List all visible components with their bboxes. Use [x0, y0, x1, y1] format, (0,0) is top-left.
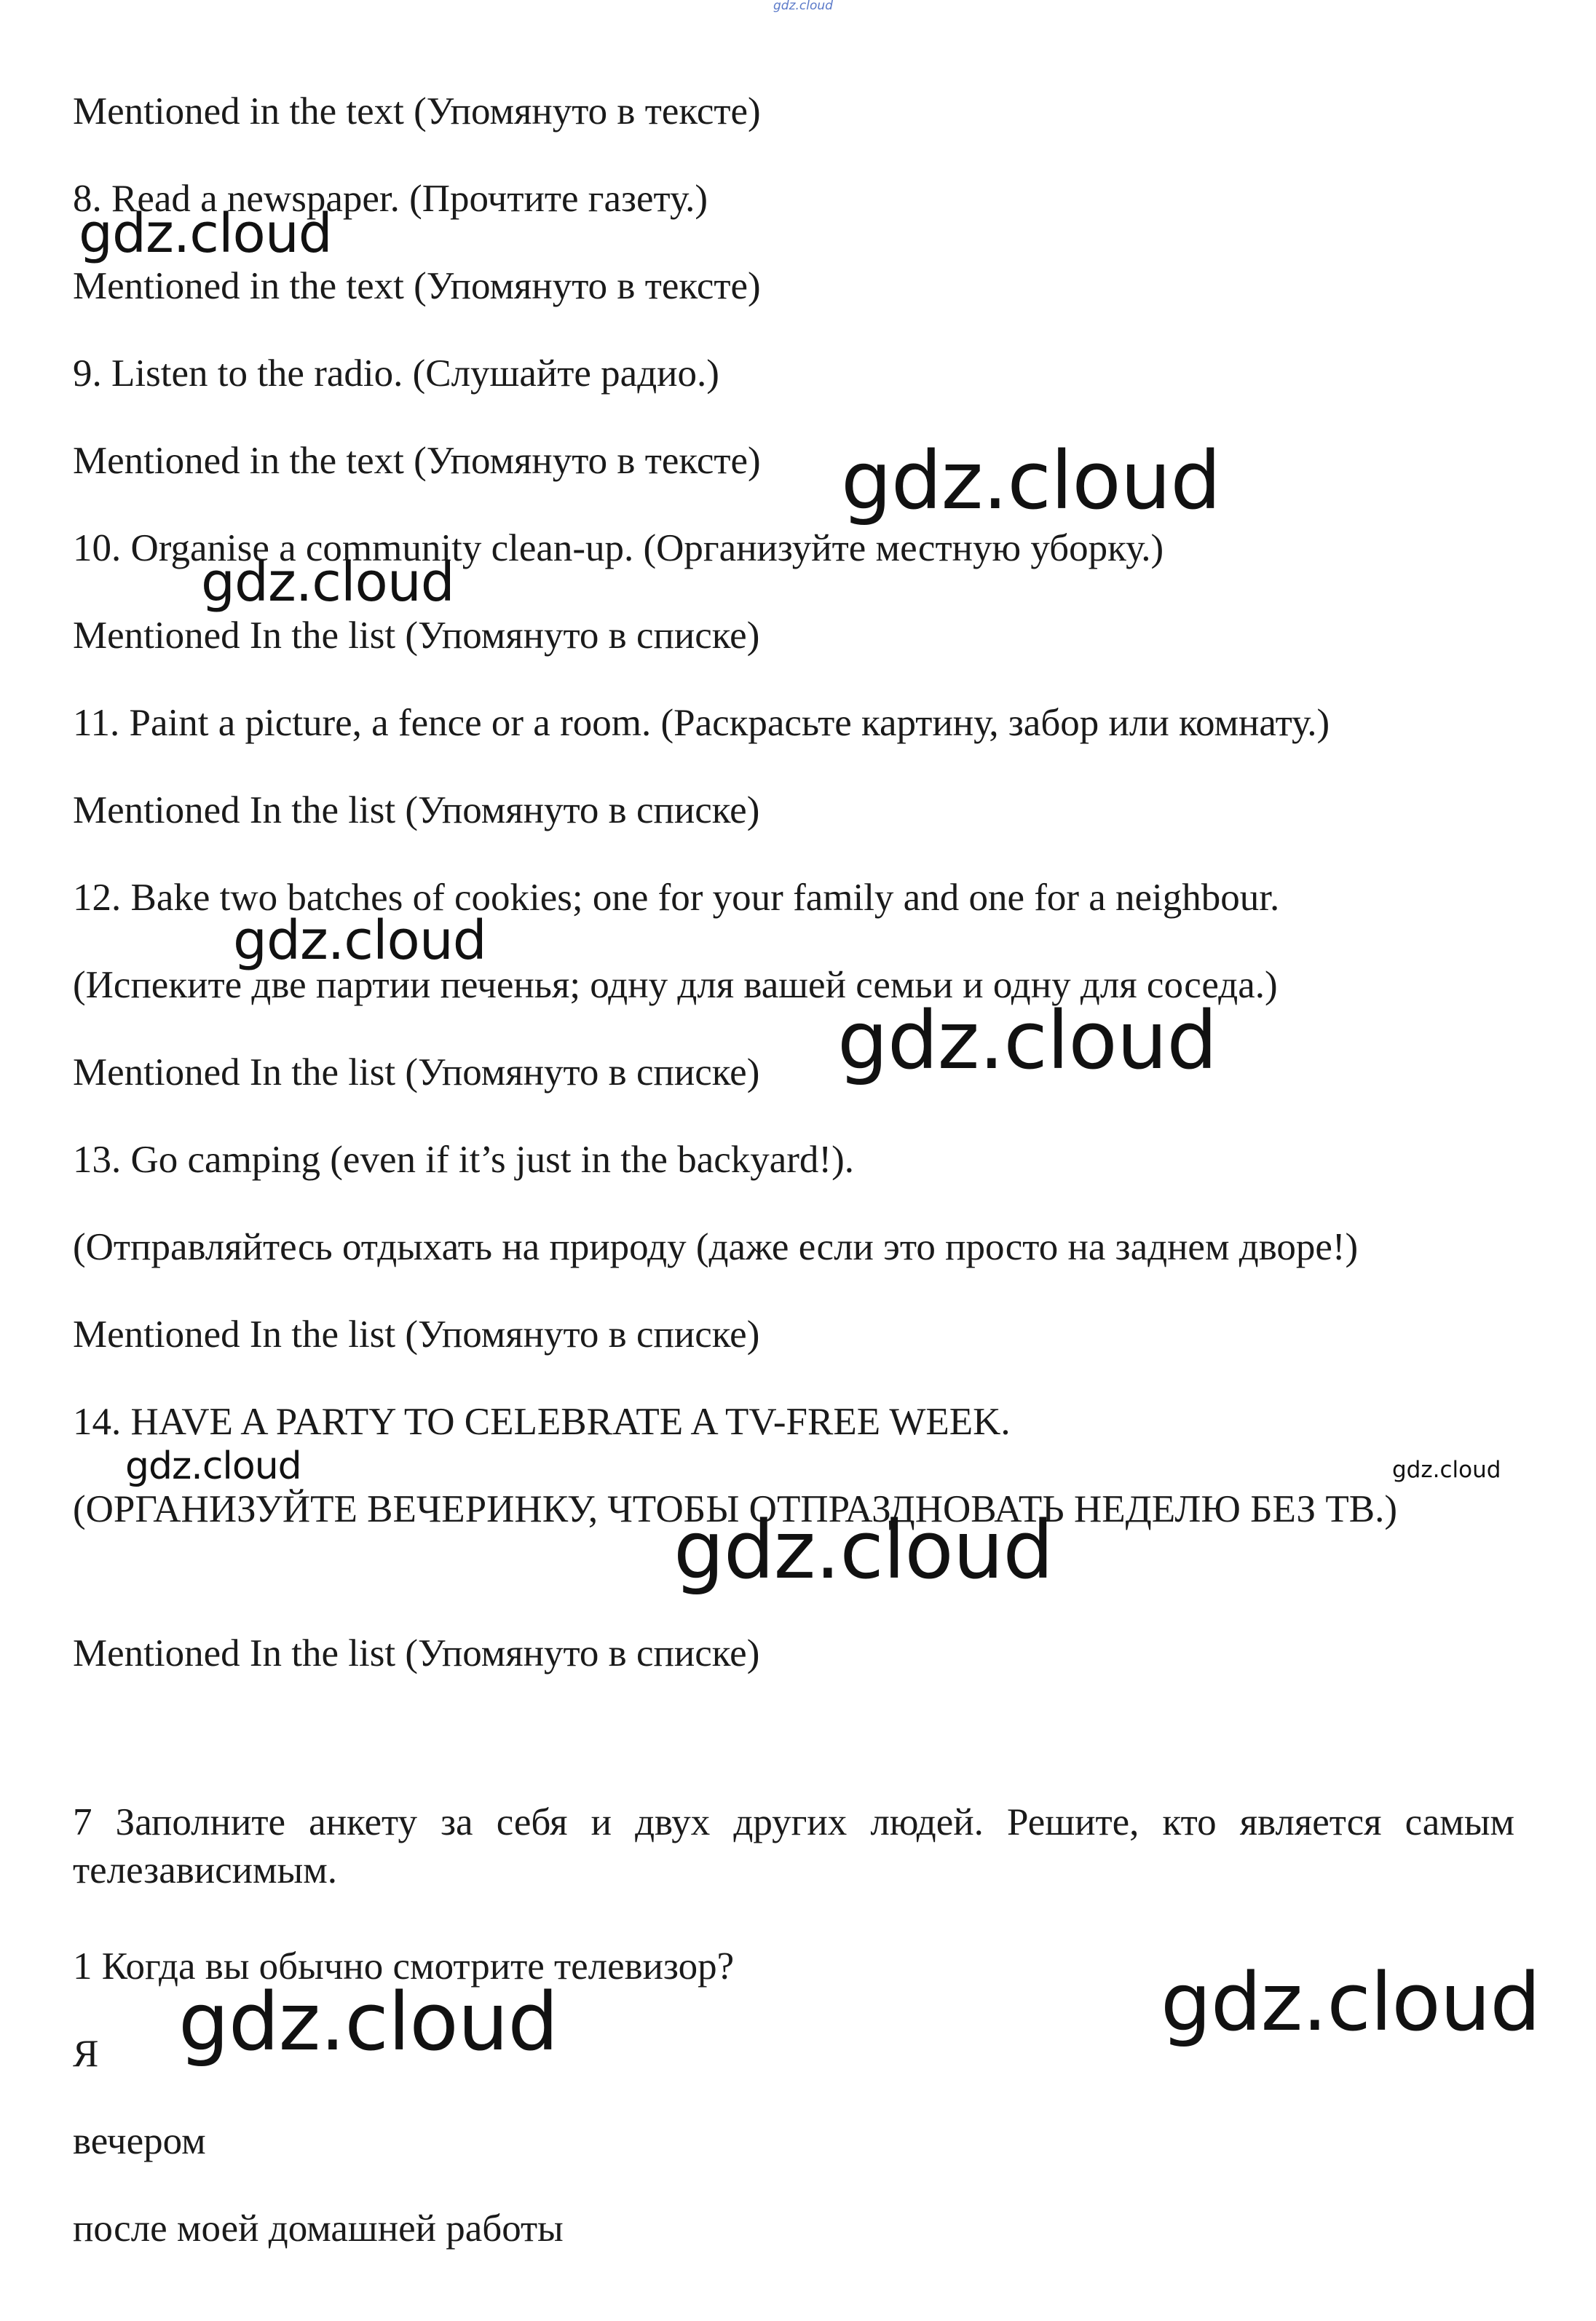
exercise-7-heading: 7 Заполните анкету за себя и двух других людей. Решите, кто является самым телезависимым. — [73, 1801, 1514, 1891]
text-line-mentioned-list-4: Mentioned In the list (Упомянуто в списке) — [73, 1313, 760, 1356]
watermark: gdz.cloud — [1161, 1956, 1541, 2049]
header-watermark: gdz.cloud — [773, 0, 833, 13]
text-line-item-12-ru: (Испеките две партии печенья; одну для вашей семьи и одну для соседа.) — [73, 964, 1278, 1006]
text-line-item-12: 12. Bake two batches of cookies; one for your family and one for a neighbour. — [73, 877, 1280, 919]
watermark: gdz.cloud — [837, 994, 1217, 1087]
answer-pronoun: Я — [73, 2033, 99, 2075]
watermark: gdz.cloud — [178, 1975, 558, 2068]
watermark: gdz.cloud — [79, 202, 332, 265]
text-line-item-9: 9. Listen to the radio. (Слушайте радио.) — [73, 352, 719, 395]
answer-option-evening: вечером — [73, 2120, 206, 2162]
text-line-mentioned-text-3: Mentioned in the text (Упомянуто в тексте) — [73, 440, 761, 482]
watermark: gdz.cloud — [841, 434, 1221, 527]
text-line-item-10: 10. Organise a community clean-up. (Организуйте местную уборку.) — [73, 527, 1164, 569]
text-line-item-11: 11. Paint a picture, a fence or a room. (Раскрасьте картину, забор или комнату.) — [73, 702, 1330, 744]
text-line-item-14: 14. HAVE A PARTY TO CELEBRATE A TV-FREE WEEK. — [73, 1401, 1011, 1443]
text-line-item-13: 13. Go camping (even if it’s just in the backyard!). — [73, 1139, 854, 1181]
text-line-mentioned-list-3: Mentioned In the list (Упомянуто в списке) — [73, 1051, 760, 1094]
question-1: 1 Когда вы обычно смотрите телевизор? — [73, 1945, 735, 1988]
text-line-mentioned-list-2: Mentioned In the list (Упомянуто в списке) — [73, 789, 760, 831]
answer-option-after-homework: после моей домашней работы — [73, 2207, 564, 2250]
watermark: gdz.cloud — [673, 1503, 1054, 1597]
text-line-mentioned-list-1: Mentioned In the list (Упомянуто в списке) — [73, 614, 760, 657]
watermark: gdz.cloud — [201, 551, 454, 614]
text-line-mentioned-list-5: Mentioned In the list (Упомянуто в списке) — [73, 1632, 760, 1674]
watermark: gdz.cloud — [233, 909, 486, 972]
text-line-item-8: 8. Read a newspaper. (Прочтите газету.) — [73, 178, 708, 220]
text-line-item-14-ru: (ОРГАНИЗУЙТЕ ВЕЧЕРИНКУ, ЧТОБЫ ОТПРАЗДНОВАТЬ НЕДЕЛЮ БЕЗ ТВ.) — [73, 1488, 1397, 1530]
watermark: gdz.cloud — [1392, 1457, 1501, 1483]
text-line-mentioned-text-2: Mentioned in the text (Упомянуто в тексте) — [73, 265, 761, 307]
text-line-mentioned-text-1: Mentioned in the text (Упомянуто в тексте) — [73, 90, 761, 133]
text-line-item-13-ru: (Отправляйтесь отдыхать на природу (даже если это просто на заднем дворе!) — [73, 1226, 1359, 1268]
watermark: gdz.cloud — [125, 1444, 301, 1488]
